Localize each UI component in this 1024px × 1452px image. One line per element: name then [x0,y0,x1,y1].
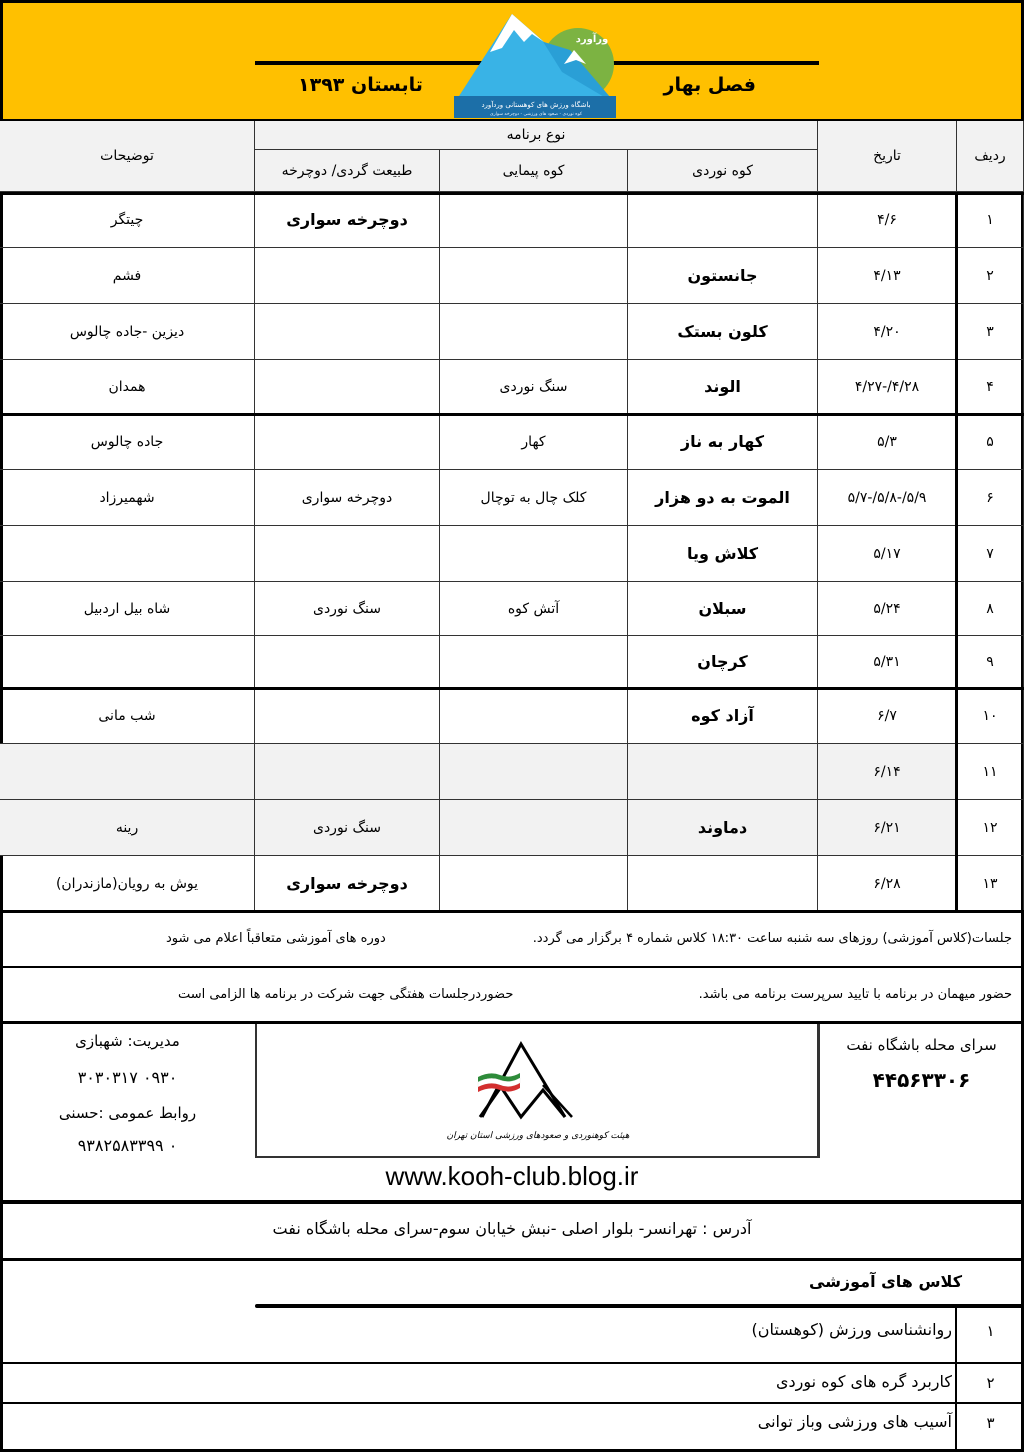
cell-row-no: ۵ [957,414,1024,470]
cell-row-no: ۷ [957,526,1024,582]
cell-date: ۵/۳ [818,414,957,470]
manager-name: مدیریت: شهبازی [75,1032,180,1050]
cell-hiking [440,304,628,360]
column-header-notes: توضیحات [0,121,255,192]
cell-nature-cycling [255,414,440,470]
cell-row-no: ۱۲ [957,800,1024,856]
address: آدرس : تهرانسر- بلوار اصلی -نبش خیابان سوم-سرای محله باشگاه نفت [272,1219,752,1238]
cell-nature-cycling [255,248,440,304]
cell-hiking: کلک چال به توچال [440,470,628,526]
cell-row-no: ۱۰ [957,688,1024,744]
cell-hiking [440,248,628,304]
cell-nature-cycling [255,304,440,360]
cell-mountaineering: سبلان [628,582,818,636]
column-header-hiking: کوه پیمایی [440,150,628,192]
cell-date: ۴/۲۸/-۴/۲۷ [818,360,957,414]
cell-date: ۵/۹/-۵/۸/-۵/۷ [818,470,957,526]
logo-caption-2: کوه نوردی - صعود های ورزشی - دوچرخه سواری [489,112,583,117]
cell-notes [0,744,255,800]
classes-title: کلاس های آموزشی [809,1272,962,1291]
class-item [0,1308,1024,1362]
class-label: آسیب های ورزشی وباز توانی [757,1412,952,1431]
season-spring-title: فصل بهار [663,74,756,96]
cell-date: ۶/۲۸ [818,856,957,912]
class-number: ۳ [986,1414,995,1432]
manager-phone: ۰۹۳۰ ۳۰۳۰۳۱۷ [77,1068,178,1087]
divider [0,1258,1024,1261]
cell-hiking: آتش کوه [440,582,628,636]
cell-date: ۶/۲۱ [818,800,957,856]
season-summer-title: تابستان ۱۳۹۳ [298,74,423,96]
cell-date: ۵/۲۴ [818,582,957,636]
column-header-date: تاریخ [818,121,957,192]
note-courses: دوره های آموزشی متعاقباً اعلام می شود [166,931,386,946]
cell-mountaineering: آزاد کوه [628,688,818,744]
class-label: روانشناسی ورزش (کوهستان) [751,1320,952,1339]
cell-date: ۴/۶ [818,192,957,248]
column-header-mountaineering: کوه نوردی [628,150,818,192]
club-logo [452,12,620,120]
column-header-program-type: نوع برنامه [255,121,818,150]
note-sessions: جلسات(کلاس آموزشی) روزهای سه شنبه ساعت ۱۸:۳۰ کلاس شماره ۴ برگزار می گردد. [532,931,1012,946]
cell-mountaineering: دماوند [628,800,818,856]
cell-mountaineering: کرچان [628,636,818,688]
cell-date: ۶/۱۴ [818,744,957,800]
cell-mountaineering: کلون بستک [628,304,818,360]
cell-notes: شاه بیل اردبیل [0,582,255,636]
cell-notes: همدان [0,360,255,414]
cell-notes [0,636,255,688]
cell-notes: چیتگر [0,192,255,248]
cell-notes: یوش به رویان(مازندران) [0,856,255,912]
venue-phone: ۴۴۵۶۳۳۰۶ [872,1068,971,1092]
cell-mountaineering [628,192,818,248]
table-divider [955,192,958,912]
cell-date: ۶/۷ [818,688,957,744]
cell-nature-cycling [255,688,440,744]
logo-caption-1: باشگاه ورزش های کوهستانی وردآورد [481,101,591,109]
logo-badge-text: ورآورد [575,34,609,45]
cell-notes: فشم [0,248,255,304]
cell-hiking [440,688,628,744]
class-item [0,1362,1024,1402]
cell-notes [0,526,255,582]
cell-notes: شب مانی [0,688,255,744]
cell-nature-cycling [255,636,440,688]
cell-mountaineering: الموت به دو هزار [628,470,818,526]
cell-row-no: ۱۱ [957,744,1024,800]
cell-mountaineering [628,744,818,800]
table-divider [0,192,1024,195]
cell-notes: رینه [0,800,255,856]
class-number: ۲ [986,1374,995,1392]
cell-row-no: ۲ [957,248,1024,304]
cell-date: ۴/۲۰ [818,304,957,360]
cell-hiking [440,856,628,912]
venue-name: سرای محله باشگاه نفت [846,1036,997,1054]
cell-date: ۵/۳۱ [818,636,957,688]
cell-date: ۵/۱۷ [818,526,957,582]
note-guests: حضور میهمان در برنامه با تایید سرپرست برنامه می باشد. [698,987,1012,1002]
cell-row-no: ۸ [957,582,1024,636]
class-label: کاربرد گره های کوه نوردی [776,1372,952,1391]
cell-mountaineering: کهار به ناز [628,414,818,470]
federation-logo [440,1035,640,1150]
cell-mountaineering [628,856,818,912]
cell-nature-cycling: سنگ نوردی [255,582,440,636]
cell-nature-cycling: دوچرخه سواری [255,470,440,526]
pr-phone: ۰ ۹۳۸۲۵۸۳۳۹۹ [77,1136,178,1155]
column-header-row-no: ردیف [957,121,1024,192]
cell-mountaineering: الوند [628,360,818,414]
cell-hiking: کهار [440,414,628,470]
cell-row-no: ۶ [957,470,1024,526]
cell-notes: دیزین -جاده چالوس [0,304,255,360]
column-header-nature-cycling: طبیعت گردی/ دوچرخه [255,150,440,192]
note-attendance: حضوردرجلسات هفتگی جهت شرکت در برنامه ها الزامی است [178,987,514,1002]
cell-nature-cycling: سنگ نوردی [255,800,440,856]
cell-row-no: ۱ [957,192,1024,248]
table-divider [0,687,1024,690]
cell-row-no: ۴ [957,360,1024,414]
cell-date: ۴/۱۳ [818,248,957,304]
cell-hiking [440,192,628,248]
cell-nature-cycling: دوچرخه سواری [255,192,440,248]
cell-mountaineering: جانستون [628,248,818,304]
cell-notes: جاده چالوس [0,414,255,470]
cell-nature-cycling: دوچرخه سواری [255,856,440,912]
cell-hiking [440,800,628,856]
cell-mountaineering: کلاش ویا [628,526,818,582]
table-divider [0,413,1024,416]
cell-hiking [440,636,628,688]
class-number: ۱ [986,1322,995,1340]
pr-name: روابط عمومی :حسنی [58,1104,197,1122]
cell-nature-cycling [255,360,440,414]
cell-hiking [440,526,628,582]
cell-hiking: سنگ نوردی [440,360,628,414]
cell-nature-cycling [255,744,440,800]
cell-row-no: ۱۳ [957,856,1024,912]
cell-row-no: ۳ [957,304,1024,360]
website-link[interactable]: www.kooh-club.blog.ir [385,1161,639,1191]
cell-nature-cycling [255,526,440,582]
divider [0,1200,1024,1204]
cell-row-no: ۹ [957,636,1024,688]
class-item [0,1402,1024,1452]
federation-name: هیئت کوهنوردی و صعودهای ورزشی استان تهران [446,1131,630,1141]
cell-hiking [440,744,628,800]
cell-notes: شهمیرزاد [0,470,255,526]
